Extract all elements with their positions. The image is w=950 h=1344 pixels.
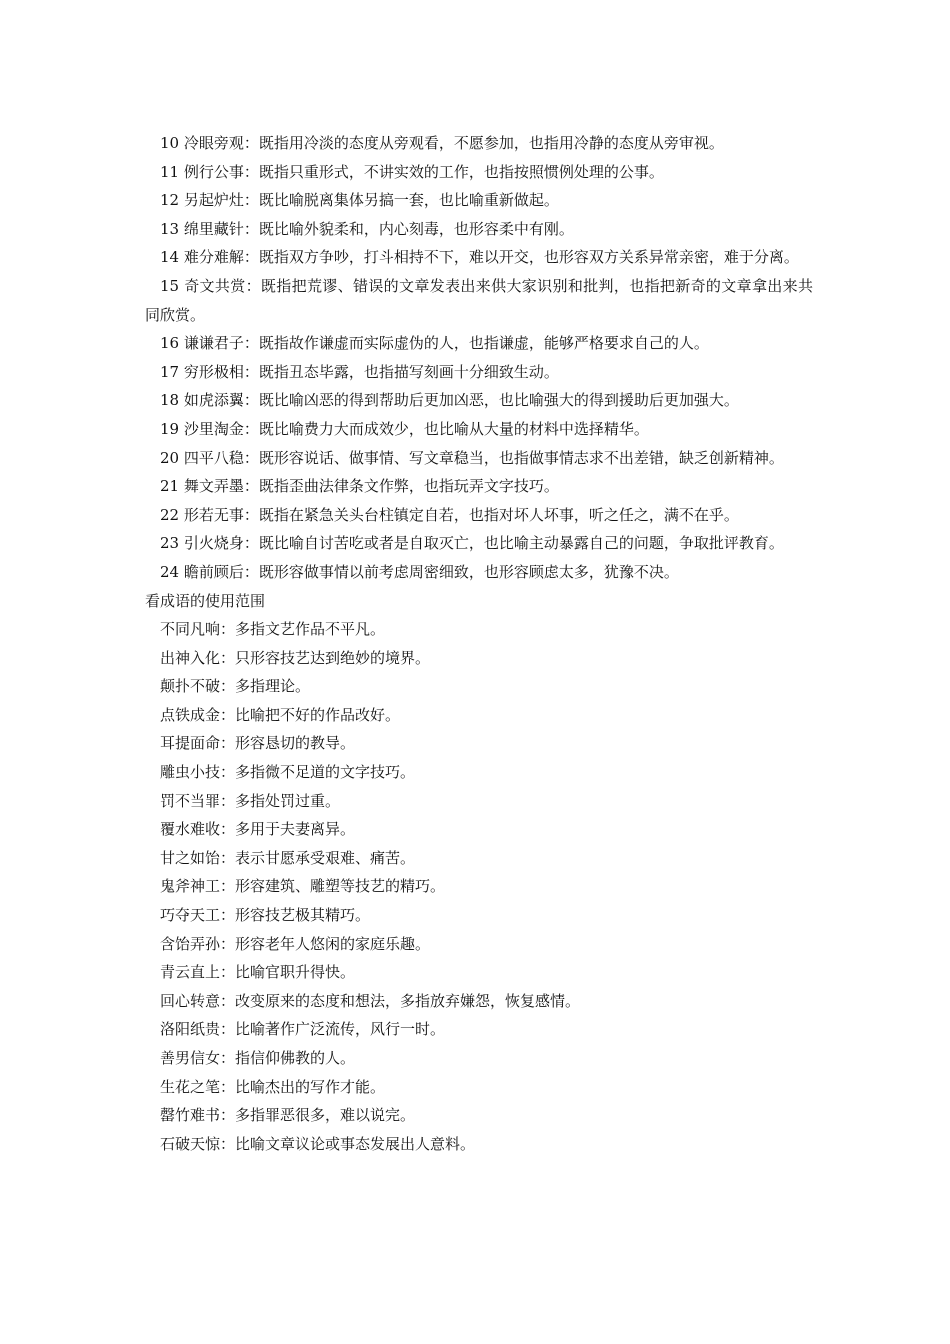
usage-item: 鬼斧神工：形容建筑、雕塑等技艺的精巧。 — [160, 877, 446, 896]
idiom-entry-22: 22 形若无事：既指在紧急关头台柱镇定自若，也指对坏人坏事，听之任之，满不在乎。 — [160, 505, 739, 524]
idiom-entry-11: 11 例行公事：既指只重形式，不讲实效的工作，也指按照惯例处理的公事。 — [160, 162, 664, 181]
section-heading: 看成语的使用范围 — [145, 591, 266, 610]
idiom-entry-24: 24 瞻前顾后：既形容做事情以前考虑周密细致，也形容顾虑太多，犹豫不决。 — [160, 562, 679, 581]
usage-item: 覆水难收：多用于夫妻离异。 — [160, 820, 356, 839]
usage-item: 不同凡响：多指文艺作品不平凡。 — [160, 620, 386, 639]
usage-item: 善男信女：指信仰佛教的人。 — [160, 1049, 356, 1067]
usage-item: 含饴弄孙：形容老年人悠闲的家庭乐趣。 — [160, 934, 431, 953]
idiom-entry-17: 17 穷形极相：既指丑态毕露，也指描写刻画十分细致生动。 — [160, 362, 559, 381]
usage-item: 回心转意：改变原来的态度和想法，多指放弃嫌怨，恢复感情。 — [160, 991, 581, 1010]
usage-item: 石破天惊：比喻文章议论或事态发展出人意料。 — [160, 1134, 476, 1153]
idiom-entry-14: 14 难分难解：既指双方争吵，打斗相持不下，难以开交，也形容双方关系异常亲密，难于分离。 — [160, 248, 799, 267]
usage-item: 生花之笔：比喻杰出的写作才能。 — [160, 1077, 386, 1096]
usage-item: 耳提面命：形容恳切的教导。 — [160, 734, 356, 753]
idiom-entry-18: 18 如虎添翼：既比喻凶恶的得到帮助后更加凶恶，也比喻强大的得到援助后更加强大。 — [160, 391, 739, 410]
idiom-entry-15: 15 奇文共赏：既指把荒谬、错误的文章发表出来供大家识别和批判，也指把新奇的文章拿出来共同欣赏。 — [145, 276, 813, 324]
usage-item: 巧夺天工：形容技艺极其精巧。 — [160, 906, 371, 925]
usage-item: 甘之如饴：表示甘愿承受艰难、痛苦。 — [160, 848, 416, 867]
idiom-entry-13: 13 绵里藏针：既比喻外貌柔和，内心刻毒，也形容柔中有刚。 — [160, 219, 574, 238]
idiom-entry-12: 12 另起炉灶：既比喻脱离集体另搞一套，也比喻重新做起。 — [160, 191, 559, 210]
usage-item: 颠扑不破：多指理论。 — [160, 677, 311, 696]
idiom-entry-10: 10 冷眼旁观：既指用冷淡的态度从旁观看，不愿参加，也指用冷静的态度从旁审视。 — [160, 134, 724, 152]
usage-item: 点铁成金：比喻把不好的作品改好。 — [160, 705, 401, 724]
usage-item: 罚不当罪：多指处罚过重。 — [160, 791, 341, 810]
document-body — [145, 129, 813, 1158]
idiom-entry-21: 21 舞文弄墨：既指歪曲法律条文作弊，也指玩弄文字技巧。 — [160, 477, 559, 496]
usage-item: 罄竹难书：多指罪恶很多，难以说完。 — [160, 1106, 416, 1125]
usage-item: 雕虫小技：多指微不足道的文字技巧。 — [160, 763, 416, 782]
idiom-entry-16: 16 谦谦君子：既指故作谦虚而实际虚伪的人，也指谦虚，能够严格要求自己的人。 — [160, 334, 709, 353]
idiom-entry-23: 23 引火烧身：既比喻自讨苦吃或者是自取灭亡，也比喻主动暴露自己的问题，争取批评教育。 — [160, 534, 784, 553]
usage-item: 洛阳纸贵：比喻著作广泛流传，风行一时。 — [160, 1020, 446, 1039]
idiom-entry-19: 19 沙里淘金：既比喻费力大而成效少，也比喻从大量的材料中选择精华。 — [160, 419, 649, 438]
usage-item: 出神入化：只形容技艺达到绝妙的境界。 — [160, 648, 431, 667]
idiom-entry-20: 20 四平八稳：既形容说话、做事情、写文章稳当，也指做事情志求不出差错，缺乏创新精神。 — [160, 448, 784, 467]
usage-item: 青云直上：比喻官职升得快。 — [160, 963, 356, 982]
